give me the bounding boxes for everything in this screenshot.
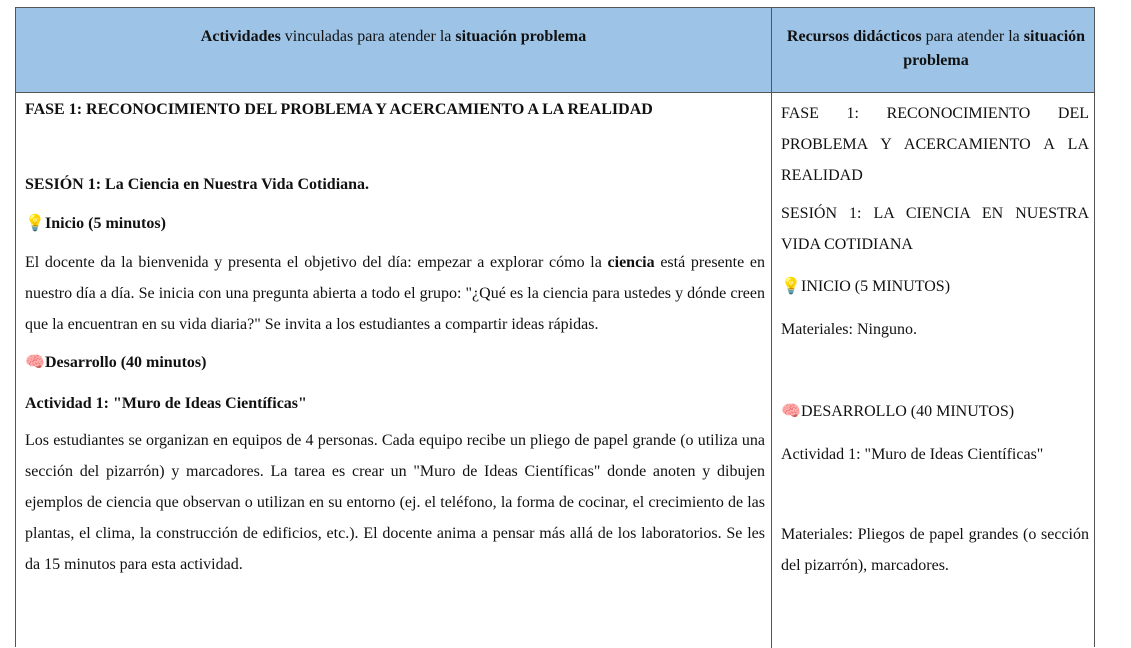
inicio-paragraph: El docente da la bienvenida y presenta el objetivo del día: empezar a explorar cómo la ciencia está presente en nuestro día a día. Se inicia con una pregunta abierta a todo el grupo: "¿Qué es la ciencia para ustedes y dónde creen que la encuentran en su vida diaria?" Se invita a los estudiantes a compartir ideas rápidas.: [25, 254, 766, 333]
resource-desarrollo: 🧠DESARROLLO (40 MINUTOS): [781, 396, 1089, 427]
activity-paragraph: Los estudiantes se organizan en equipos de 4 personas. Cada equipo recibe un pliego de papel grande (o utiliza una sección del pizarrón) y marcadores. La tarea es crear un "Muro de Ideas Científicas" donde anoten y dibujen ejemplos de ciencia que observan o utilizan en su entorno (ej. el teléfono, la forma de cocinar, el crecimiento de las plantas, el clima, la construcción de edificios, etc.). El docente anima a pensar más allá de los laboratorios. Se les da 15 minutos para esta actividad.: [25, 432, 765, 573]
resource-activity: Actividad 1: "Muro de Ideas Científicas": [781, 446, 1044, 463]
header-resources: Recursos didácticos para atender la situación problema: [786, 28, 1086, 69]
resources-column: [781, 99, 1089, 581]
resource-session: SESIÓN 1: LA CIENCIA EN NUESTRA VIDA COTIDIANA: [781, 205, 1089, 253]
resource-materials: Materiales: Pliegos de papel grandes (o sección del pizarrón), marcadores.: [781, 526, 1089, 574]
header-activities: Actividades vinculadas para atender la situación problema: [200, 28, 587, 45]
activities-column: [25, 99, 765, 580]
brain-icon: 🧠: [25, 354, 45, 371]
resource-inicio: 💡INICIO (5 MINUTOS): [781, 271, 1089, 302]
activity-title: Actividad 1: "Muro de Ideas Científicas": [25, 395, 307, 412]
lightbulb-icon: 💡: [781, 278, 801, 295]
resource-phase: FASE 1: RECONOCIMIENTO DEL PROBLEMA Y ACERCAMIENTO A LA REALIDAD: [781, 105, 1089, 184]
column-divider: [771, 8, 772, 648]
phase-title: FASE 1: RECONOCIMIENTO DEL PROBLEMA Y ACERCAMIENTO A LA REALIDAD: [25, 101, 653, 118]
desarrollo-heading: 🧠Desarrollo (40 minutos): [25, 347, 765, 378]
lightbulb-icon: 💡: [25, 215, 45, 232]
session-title: SESIÓN 1: La Ciencia en Nuestra Vida Cotidiana.: [25, 176, 370, 193]
activities-table: [15, 7, 1095, 647]
resource-materials-none: Materiales: Ninguno.: [781, 321, 917, 338]
brain-icon: 🧠: [781, 403, 801, 420]
inicio-heading: 💡Inicio (5 minutos): [25, 208, 765, 239]
